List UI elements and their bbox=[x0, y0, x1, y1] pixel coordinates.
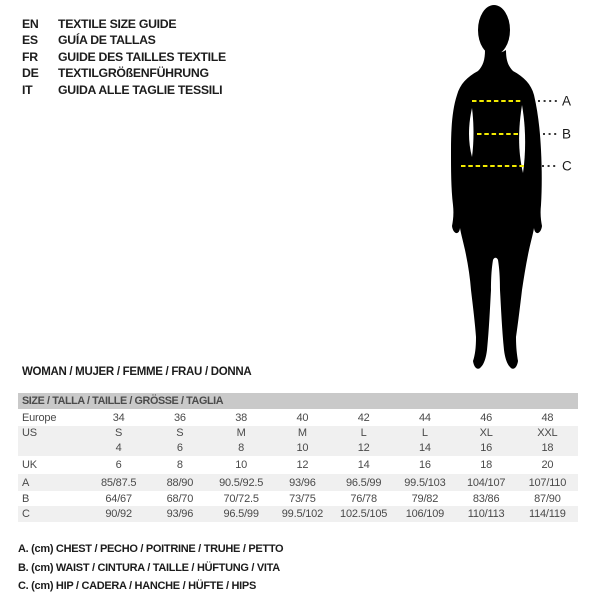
size-cell: S bbox=[115, 427, 123, 439]
row-label: US bbox=[22, 427, 37, 439]
size-cell: 68/70 bbox=[166, 492, 194, 505]
legend-row-a: A. (cm) CHEST / PECHO / POITRINE / TRUHE / PETTO bbox=[18, 543, 284, 555]
size-cell: 99.5/102 bbox=[281, 508, 323, 520]
marker-label-a: A bbox=[562, 93, 572, 109]
language-row-fr bbox=[22, 49, 226, 65]
size-table-header: SIZE / TALLA / TAILLE / GRÖSSE / TAGLIA bbox=[18, 393, 578, 409]
size-cell: 36 bbox=[173, 411, 186, 424]
size-cell: 83/86 bbox=[472, 492, 500, 505]
language-code: ES bbox=[22, 33, 38, 48]
size-table-rows bbox=[18, 409, 578, 522]
size-cell: 14 bbox=[418, 442, 431, 454]
language-row-it bbox=[22, 82, 226, 98]
language-title: GUIDA ALLE TAGLIE TESSILI bbox=[58, 82, 223, 97]
size-cell: 42 bbox=[357, 411, 370, 424]
size-cell: 40 bbox=[296, 411, 309, 424]
size-cell: 14 bbox=[357, 459, 370, 471]
size-cell: 79/82 bbox=[411, 492, 439, 505]
size-cell: 106/109 bbox=[405, 508, 445, 520]
size-cell: 6 bbox=[176, 442, 183, 454]
size-cell: 96.5/99 bbox=[223, 508, 259, 520]
group-title: WOMAN / MUJER / FEMME / FRAU / DONNA bbox=[22, 366, 252, 378]
size-cell: 107/110 bbox=[528, 476, 567, 489]
size-cell: S bbox=[176, 427, 184, 439]
silhouette-body bbox=[451, 50, 542, 369]
row-label: A bbox=[22, 476, 30, 489]
size-cell: 16 bbox=[480, 442, 493, 454]
language-row-de bbox=[22, 65, 226, 81]
size-cell: 88/90 bbox=[166, 476, 194, 489]
table-row-europe bbox=[18, 409, 578, 426]
size-cell: 99.5/103 bbox=[404, 476, 446, 489]
legend-row-c: C. (cm) HIP / CADERA / HANCHE / HÜFTE / HIPS bbox=[18, 580, 256, 592]
silhouette-head bbox=[478, 5, 510, 55]
size-cell: 46 bbox=[480, 411, 493, 424]
language-title: TEXTILGRÖßENFÜHRUNG bbox=[58, 66, 209, 81]
size-cell: 90/92 bbox=[105, 508, 132, 520]
size-cell: 93/96 bbox=[166, 508, 194, 520]
size-cell: L bbox=[421, 427, 428, 439]
size-cell: 4 bbox=[115, 442, 122, 454]
size-cell: 6 bbox=[115, 459, 122, 471]
row-label: C bbox=[22, 508, 30, 520]
row-label: B bbox=[22, 492, 30, 505]
size-cell: 90.5/92.5 bbox=[219, 476, 264, 489]
table-row-us-numeric bbox=[18, 440, 578, 456]
row-label: UK bbox=[22, 459, 37, 471]
size-cell: 12 bbox=[296, 459, 309, 471]
size-cell: 12 bbox=[357, 442, 370, 454]
size-cell: XXL bbox=[537, 427, 558, 439]
size-cell: M bbox=[297, 427, 307, 439]
language-code: EN bbox=[22, 17, 39, 31]
language-row-en bbox=[22, 16, 226, 32]
size-cell: 18 bbox=[480, 459, 493, 471]
size-cell: 38 bbox=[235, 411, 248, 424]
language-code: DE bbox=[22, 66, 39, 81]
language-list bbox=[22, 16, 226, 98]
marker-label-b: B bbox=[562, 126, 572, 142]
size-cell: 73/75 bbox=[289, 492, 316, 505]
size-cell: 93/96 bbox=[289, 476, 316, 489]
size-cell: 10 bbox=[235, 459, 248, 471]
size-cell: 18 bbox=[541, 442, 554, 454]
size-cell: XL bbox=[479, 427, 493, 439]
table-row-b bbox=[18, 491, 578, 506]
language-title: GUÍA DE TALLAS bbox=[58, 33, 156, 48]
table-row-c bbox=[18, 506, 578, 522]
language-title: GUIDE DES TAILLES TEXTILE bbox=[58, 49, 226, 64]
size-cell: 34 bbox=[112, 411, 125, 424]
size-cell: 76/78 bbox=[350, 492, 377, 505]
size-cell: 10 bbox=[296, 442, 309, 454]
size-cell: 96.5/99 bbox=[345, 476, 382, 489]
size-table bbox=[18, 393, 578, 522]
size-cell: 8 bbox=[238, 442, 245, 454]
size-cell: 102.5/105 bbox=[340, 508, 388, 520]
marker-label-c: C bbox=[562, 158, 572, 174]
table-row-a bbox=[18, 474, 578, 491]
size-cell: 104/107 bbox=[466, 476, 506, 489]
size-cell: 70/72.5 bbox=[223, 492, 259, 505]
woman-silhouette-figure bbox=[430, 0, 590, 380]
size-cell: 48 bbox=[541, 411, 554, 424]
size-cell: 114/119 bbox=[529, 508, 566, 520]
size-cell: 110/113 bbox=[467, 508, 505, 520]
size-cell: 85/87.5 bbox=[100, 476, 137, 489]
row-label: Europe bbox=[22, 411, 57, 424]
size-cell: 20 bbox=[541, 459, 554, 471]
language-code: FR bbox=[22, 49, 38, 64]
language-title: TEXTILE SIZE GUIDE bbox=[58, 17, 177, 31]
table-row-uk bbox=[18, 456, 578, 474]
language-row-es bbox=[22, 32, 226, 48]
legend-row-b: B. (cm) WAIST / CINTURA / TAILLE / HÜFTUNG / VITA bbox=[18, 561, 280, 574]
measure-legend bbox=[18, 540, 283, 596]
size-cell: 87/90 bbox=[534, 492, 561, 505]
size-cell: 8 bbox=[176, 459, 183, 471]
size-cell: M bbox=[236, 427, 246, 439]
table-row-us bbox=[18, 426, 578, 440]
size-figure bbox=[430, 0, 590, 380]
size-cell: 64/67 bbox=[105, 492, 132, 505]
size-cell: L bbox=[360, 427, 367, 439]
language-code: IT bbox=[22, 82, 33, 97]
size-cell: 44 bbox=[418, 411, 431, 424]
size-cell: 16 bbox=[418, 459, 431, 471]
